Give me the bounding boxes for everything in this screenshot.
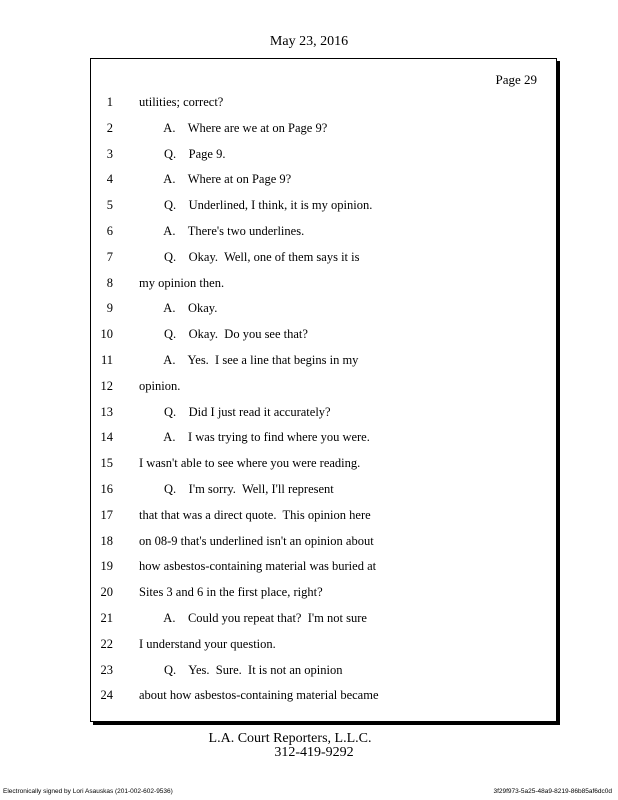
line-number: 11 — [100, 352, 113, 367]
transcript-line — [91, 609, 556, 635]
line-number: 8 — [106, 275, 113, 290]
line-number: 2 — [106, 120, 113, 135]
line-number: 17 — [100, 507, 113, 522]
header-date: May 23, 2016 — [269, 34, 349, 49]
line-text: A. I was trying to find where you were. — [139, 430, 370, 445]
line-text: that that was a direct quote. This opinion here — [139, 507, 371, 522]
transcript-line — [91, 686, 556, 712]
transcript-line — [91, 274, 556, 300]
line-text: my opinion then. — [139, 275, 225, 290]
line-text: A. Yes. I see a line that begins in my — [139, 352, 359, 367]
document-id: 3f29f973-5a25-48a9-8219-86b85af6dc0d — [493, 788, 612, 795]
line-number: 7 — [106, 249, 113, 264]
transcript-line — [91, 428, 556, 454]
line-number: 20 — [100, 585, 113, 600]
footer-phone: 312-419-9292 — [274, 745, 354, 760]
electronic-signature: Electronically signed by Lori Asauskas (201-002-602-9536) — [3, 788, 173, 795]
line-text: utilities; correct? — [139, 95, 224, 109]
line-text: A. There's two underlines. — [139, 223, 305, 238]
transcript-page — [90, 58, 557, 722]
transcript-line — [91, 635, 556, 661]
transcript-lines — [91, 93, 556, 712]
transcript-line — [91, 532, 556, 558]
line-text: Q. Underlined, I think, it is my opinion. — [139, 198, 373, 213]
transcript-line — [91, 377, 556, 403]
page-number: Page 29 — [495, 72, 537, 87]
transcript-line — [91, 299, 556, 325]
transcript-line — [91, 557, 556, 583]
line-text: about how asbestos-containing material became — [139, 688, 379, 703]
line-text: Q. Okay. Do you see that? — [139, 327, 308, 342]
line-number: 18 — [100, 533, 113, 548]
line-text: I understand your question. — [139, 636, 276, 651]
transcript-line — [91, 661, 556, 687]
line-text: A. Okay. — [139, 301, 218, 316]
transcript-line — [91, 325, 556, 351]
transcript-line — [91, 196, 556, 222]
transcript-line — [91, 403, 556, 429]
line-number: 21 — [100, 610, 113, 625]
line-text: Q. Okay. Well, one of them says it is — [139, 249, 360, 264]
transcript-line — [91, 170, 556, 196]
line-number: 5 — [106, 198, 113, 213]
footer-firm: L.A. Court Reporters, L.L.C. — [208, 731, 372, 746]
line-number: 1 — [106, 95, 113, 109]
line-text: how asbestos-containing material was buried at — [139, 559, 377, 574]
line-text: opinion. — [139, 378, 181, 393]
transcript-line — [91, 480, 556, 506]
transcript-line — [91, 454, 556, 480]
line-number: 3 — [106, 146, 113, 161]
transcript-line — [91, 93, 556, 119]
line-text: Q. Yes. Sure. It is not an opinion — [139, 662, 343, 677]
line-number: 10 — [100, 327, 113, 342]
line-number: 4 — [106, 172, 113, 187]
line-number: 15 — [100, 456, 113, 471]
line-number: 9 — [106, 301, 113, 316]
line-number: 16 — [100, 481, 113, 496]
line-text: A. Where are we at on Page 9? — [139, 120, 328, 135]
transcript-line — [91, 222, 556, 248]
line-text: A. Could you repeat that? I'm not sure — [139, 610, 367, 625]
transcript-line — [91, 145, 556, 171]
line-text: Q. Page 9. — [139, 146, 226, 161]
line-text: I wasn't able to see where you were reading. — [139, 456, 361, 471]
line-text: on 08-9 that's underlined isn't an opinion about — [139, 533, 374, 548]
line-number: 6 — [106, 223, 113, 238]
line-number: 24 — [100, 688, 113, 703]
line-number: 12 — [100, 378, 113, 393]
transcript-line — [91, 119, 556, 145]
line-number: 22 — [100, 636, 113, 651]
line-number: 14 — [100, 430, 113, 445]
transcript-line — [91, 248, 556, 274]
line-number: 19 — [100, 559, 113, 574]
line-number: 13 — [100, 404, 113, 419]
line-text: Q. Did I just read it accurately? — [139, 404, 331, 419]
transcript-line — [91, 351, 556, 377]
transcript-line — [91, 583, 556, 609]
line-text: Q. I'm sorry. Well, I'll represent — [139, 481, 334, 496]
line-text: A. Where at on Page 9? — [139, 172, 292, 187]
line-text: Sites 3 and 6 in the first place, right? — [139, 585, 323, 600]
transcript-line — [91, 506, 556, 532]
line-number: 23 — [100, 662, 113, 677]
